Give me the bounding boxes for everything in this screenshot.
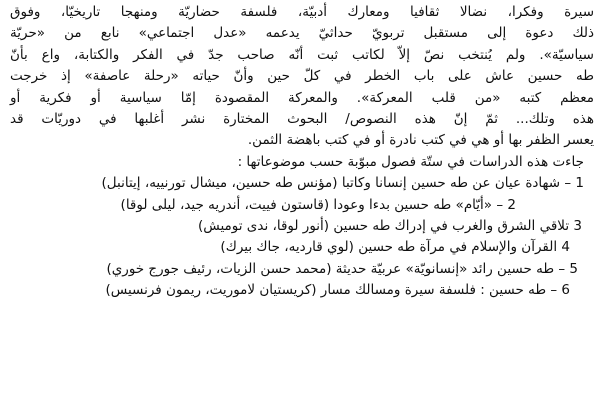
- chapter-list: [10, 173, 594, 301]
- chapters-intro: جاءت هذه الدراسات في ستّة فصول مبوّبة حسب موضوعاتها :: [237, 153, 584, 170]
- chapter-text: القرآن والإسلام في مرآة طه حسين (لوي قارديه، جاك بيرك): [220, 239, 558, 256]
- chapter-text: – طه حسين : فلسفة سيرة ومسالك مسار (كريستيان لاموريت، ريمون فرنسيس): [105, 282, 558, 299]
- chapter-number: 6: [561, 282, 570, 299]
- paragraph-line: طه حسين عاش على باب الخطر في كلّ حين وأنّ حياته «رحلة عاصفة» إذ خرجت: [10, 68, 594, 85]
- paragraph-line: ذلك دعوة إلى مستقبل تربويّ حداثيّ يدعمه «عدل اجتماعي» نابع من «حريّة: [10, 25, 594, 42]
- paragraph-line: سيرة وفكرا، نضالا ثقافيا ومعارك أدبيّة، فلسفة حضاريّة ومنهجا تاريخيّا، وفوق: [10, 4, 594, 20]
- chapter-number: 4: [561, 239, 570, 256]
- chapter-number: 2: [507, 196, 516, 213]
- body-paragraph: [10, 2, 594, 152]
- chapter-text: – طه حسين رائد «إنسانويّة» عربيّة حديثة (محمد حسن الزيات، رئيف جورج خوري): [106, 260, 566, 277]
- chapter-item: [10, 237, 594, 258]
- paragraph-line: يعسر الظفر بها أو هي في كتب نادرة أو في كتب باهضة الثمن.: [247, 132, 594, 149]
- chapter-number: 1: [575, 175, 584, 192]
- chapter-item: [10, 195, 594, 216]
- chapter-item: [10, 259, 594, 280]
- paragraph-line: هذه وتلك... ثمّ إنّ هذه النصوص/ البحوث المختارة نشر أغلبها في دوريّات قد: [10, 111, 594, 128]
- chapter-text: تلاقي الشرق والغرب في إدراك طه حسين (أنور لوقا، ندى توميش): [198, 218, 570, 235]
- chapter-number: 3: [573, 218, 582, 235]
- chapter-number: 5: [569, 260, 578, 277]
- chapter-item: [10, 280, 594, 301]
- chapter-text: – شهادة عيان عن طه حسين إنسانا وكاتبا (مؤنس طه حسين، ميشال تورنييه، إيتانبل): [101, 175, 572, 192]
- paragraph-line: معظم كتبه «من قلب المعركة». والمعركة المقصودة إمّا سياسية أو فكرية أو: [10, 89, 594, 106]
- chapter-text: – «أيّام» طه حسين بدءا وعودا (قاستون فييت، أندريه جيد، ليلى لوقا): [120, 196, 504, 213]
- paragraph-line: سياسيّة». ولم يُنتخب نصّ إلاّ لكاتب ثبت أنّه صاحب جدّ في الفكر والكتابة، واع بأنّ: [10, 46, 594, 63]
- chapter-item: [10, 173, 594, 194]
- chapter-item: [10, 216, 594, 237]
